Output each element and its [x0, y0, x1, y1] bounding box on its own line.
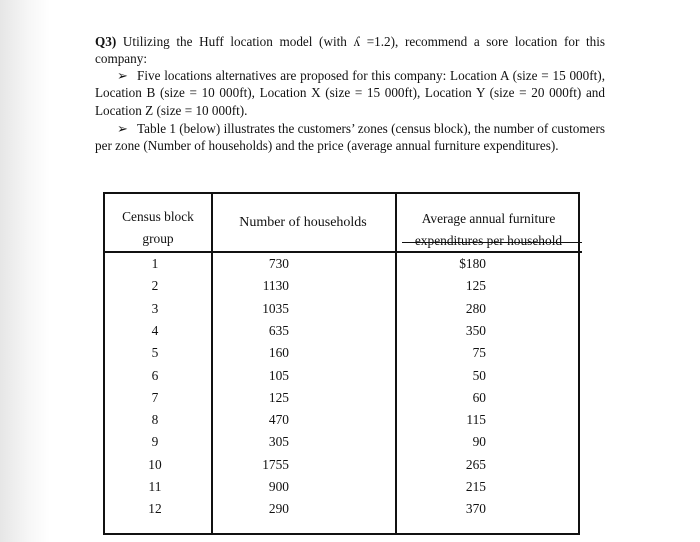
cell-expenditure: 75	[472, 345, 486, 361]
cell-census-block: 12	[148, 501, 162, 517]
data-table	[103, 192, 580, 535]
arrow-bullet-icon: ➢	[117, 68, 129, 83]
cell-households: 1130	[262, 278, 289, 294]
cell-households: 1035	[262, 300, 289, 316]
cell-households: 470	[268, 412, 289, 428]
question-intro: Utilizing the Huff location model (with	[122, 34, 354, 49]
cell-expenditure: 215	[465, 479, 486, 494]
cell-households: 730	[268, 256, 289, 271]
cell-census-block: 6	[151, 367, 159, 383]
bullet-table-text: Table 1 (below) illustrates the customers’ zones (census block), the number of customers per zone (Number of households) and the price (average annual furniture expenditures).	[95, 121, 605, 154]
cell-census-block: 8	[151, 412, 159, 428]
column-header-households: Number of households	[239, 215, 367, 230]
cell-expenditure: 60	[472, 389, 486, 405]
cell-census-block: 4	[151, 322, 159, 338]
cell-census-block: 2	[151, 278, 159, 294]
header-line: expenditures per household	[414, 233, 563, 248]
header-line: Census block	[122, 209, 194, 224]
cell-households: 1755	[262, 456, 289, 472]
column-header-census-block	[105, 206, 211, 250]
cell-households: 125	[268, 389, 289, 405]
cell-households: 305	[268, 434, 289, 450]
question-lambda: ʎ =1.2), recommend a sore location for this company:	[95, 34, 606, 67]
cell-census-block: 5	[151, 345, 159, 361]
cell-households: 635	[268, 322, 289, 338]
cell-expenditure: 90	[472, 434, 486, 450]
cell-expenditure: 280	[465, 300, 486, 316]
cell-census-block: 7	[151, 389, 159, 405]
cell-expenditure: 265	[465, 456, 486, 472]
cell-expenditure: 50	[472, 367, 486, 383]
cell-census-block: 11	[148, 479, 162, 494]
cell-census-block: 3	[151, 300, 159, 316]
header-line: group	[142, 231, 174, 246]
column-header-expenditures	[395, 208, 582, 252]
cell-census-block: 10	[148, 456, 162, 472]
cell-expenditure: 115	[466, 412, 486, 428]
cell-households: 105	[268, 367, 289, 383]
cell-households: 900	[268, 479, 289, 494]
question-label: Q3)	[95, 34, 117, 49]
cell-expenditure: $180	[459, 256, 486, 271]
question-text	[95, 33, 605, 68]
arrow-bullet-icon: ➢	[117, 121, 129, 136]
cell-expenditure: 350	[465, 322, 486, 338]
cell-expenditure: 125	[465, 278, 486, 294]
cell-census-block: 1	[151, 256, 159, 271]
table-divider	[211, 194, 213, 533]
bullet-locations	[95, 67, 605, 119]
bullet-table-desc	[95, 120, 605, 155]
header-line: Average annual furniture	[421, 211, 556, 226]
cell-households: 290	[268, 501, 289, 517]
cell-households: 160	[268, 345, 289, 361]
cell-census-block: 9	[151, 434, 159, 450]
bullet-locations-text: Five locations alternatives are proposed for this company: Location A (size = 15 000ft), Location B (size = 10 000ft), Location X (size = 15 000ft), Location Y (size = 20 000ft) and Location Z (size = 10 000ft).	[95, 68, 605, 118]
cell-expenditure: 370	[465, 501, 486, 517]
